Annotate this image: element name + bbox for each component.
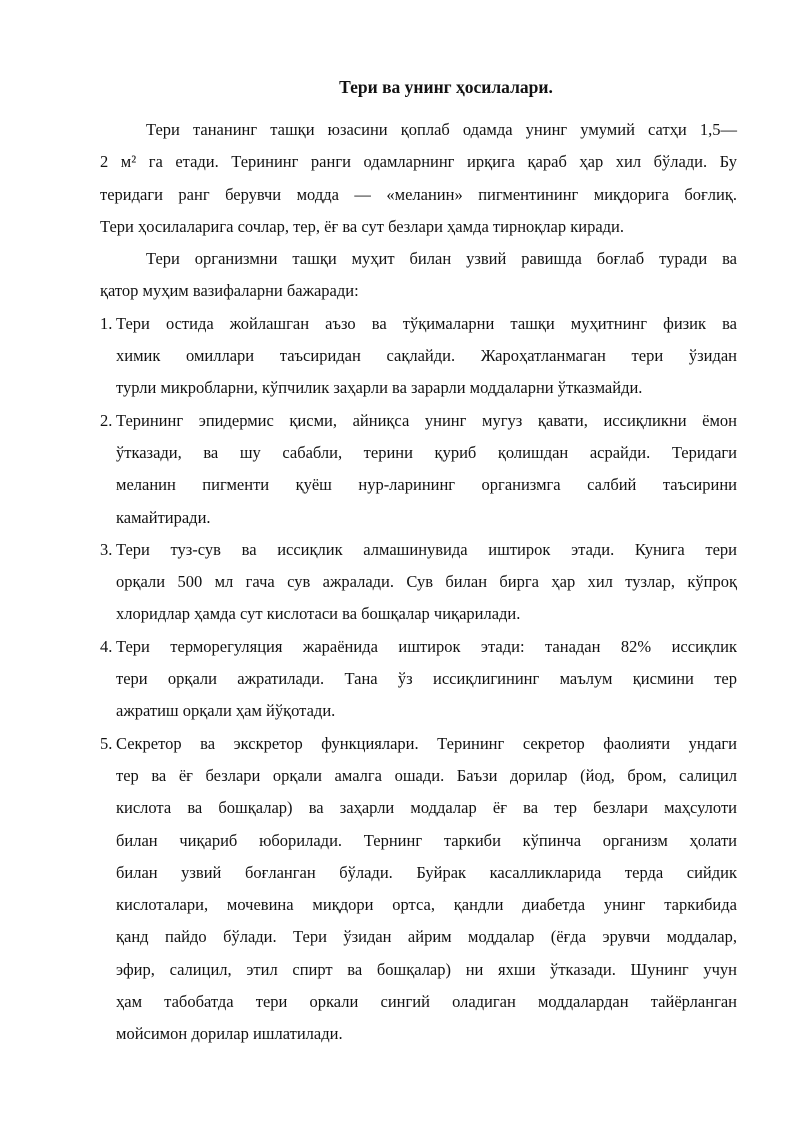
text-line: ҳам табобатда тери оркали сингий оладиган моддалардан тайёрланган bbox=[116, 992, 737, 1012]
paragraph-skin-functions-intro bbox=[100, 243, 737, 308]
text-line: Тери туз-сув ва иссиқлик алмашинувида иштирок этади. Кунига тери bbox=[116, 539, 737, 559]
list-item-number: 4. bbox=[100, 636, 113, 656]
paragraph-skin-overview bbox=[100, 114, 737, 243]
text-line: тери орқали ажратилади. Тана ўз иссиқлигининг маълум қисмини тер bbox=[116, 669, 737, 689]
text-line: эфир, салицил, этил спирт ва бошқалар) ни яхши ўтказади. Шунинг учун bbox=[116, 959, 737, 979]
text-line: тер ва ёғ безлари орқали амалга ошади. Баъзи дорилар (йод, бром, салицил bbox=[116, 765, 737, 785]
text-line: кислоталари, мочевина миқдори ортса, қандли диабетда унинг таркибида bbox=[116, 895, 737, 915]
document-body bbox=[100, 114, 737, 1051]
text-line: билан чиқариб юборилади. Тернинг таркиби кўпинча организм ҳолати bbox=[116, 830, 737, 850]
text-line: 2 м² га етади. Терининг ранги одамларнинг ирқига қараб ҳар хил бўлади. Бу bbox=[100, 152, 737, 172]
list-item bbox=[100, 534, 737, 631]
text-line: химик омиллари таъсиридан сақлайди. Жароҳатланмаган тери ўзидан bbox=[116, 346, 737, 366]
text-line: Секретор ва экскретор функциялари. Терининг секретор фаолияти ундаги bbox=[116, 733, 737, 753]
list-item-number: 3. bbox=[100, 539, 113, 559]
text-line: мойсимон дорилар ишлатилади. bbox=[116, 1024, 343, 1044]
list-item bbox=[100, 405, 737, 534]
text-line: билан узвий боғланган бўлади. Буйрак касалликларида терда сийдик bbox=[116, 862, 737, 882]
text-line: Терининг эпидермис қисми, айниқса унинг мугуз қавати, иссиқликни ёмон bbox=[116, 410, 737, 430]
text-line: камайтиради. bbox=[116, 507, 211, 527]
text-line: кислота ва бошқалар) ва заҳарли моддалар ёғ ва тер безлари маҳсулоти bbox=[116, 798, 737, 818]
text-line: Тери терморегуляция жараёнида иштирок этади: танадан 82% иссиқлик bbox=[116, 636, 737, 656]
document-title: Тери ва унинг ҳосилалари. bbox=[339, 77, 553, 97]
text-line: Тери тананинг ташқи юзасини қоплаб одамда унинг умумий сатҳи 1,5— bbox=[146, 120, 737, 139]
text-line: орқали 500 мл гача сув ажралади. Сув билан бирга ҳар хил тузлар, кўпроқ bbox=[116, 572, 737, 592]
list-item bbox=[100, 308, 737, 405]
text-line: меланин пигменти қуёш нур-ларининг организмга салбий таъсирини bbox=[116, 475, 737, 495]
list-item-number: 2. bbox=[100, 410, 113, 430]
numbered-list bbox=[100, 308, 737, 1051]
text-line: теридаги ранг берувчи модда — «меланин» пигментининг миқдорига боғлиқ. bbox=[100, 184, 737, 204]
text-line: қанд пайдо бўлади. Тери ўзидан айрим моддалар (ёғда эрувчи моддалар, bbox=[116, 927, 737, 947]
list-item-number: 1. bbox=[100, 313, 113, 333]
list-item bbox=[100, 631, 737, 728]
text-line: Тери ҳосилаларига сочлар, тер, ёғ ва сут безлари ҳамда тирноқлар киради. bbox=[100, 216, 624, 236]
text-line: ажратиш орқали ҳам йўқотади. bbox=[116, 701, 336, 721]
text-line: Тери остида жойлашган аъзо ва тўқималарни ташқи муҳитнинг физик ва bbox=[116, 313, 737, 333]
text-line: ўтказади, ва шу сабабли, терини қуриб қолишдан асрайди. Теридаги bbox=[116, 442, 737, 462]
list-item-number: 5. bbox=[100, 733, 113, 753]
text-line: турли микробларни, кўпчилик заҳарли ва зарарли моддаларни ўтказмайди. bbox=[116, 378, 643, 398]
list-item bbox=[100, 728, 737, 1051]
text-line: қатор муҳим вазифаларни бажаради: bbox=[100, 281, 359, 301]
text-line: хлоридлар ҳамда сут кислотаси ва бошқалар чиқарилади. bbox=[116, 604, 521, 624]
text-line: Тери организмни ташқи муҳит билан узвий равишда боғлаб туради ва bbox=[146, 249, 737, 269]
